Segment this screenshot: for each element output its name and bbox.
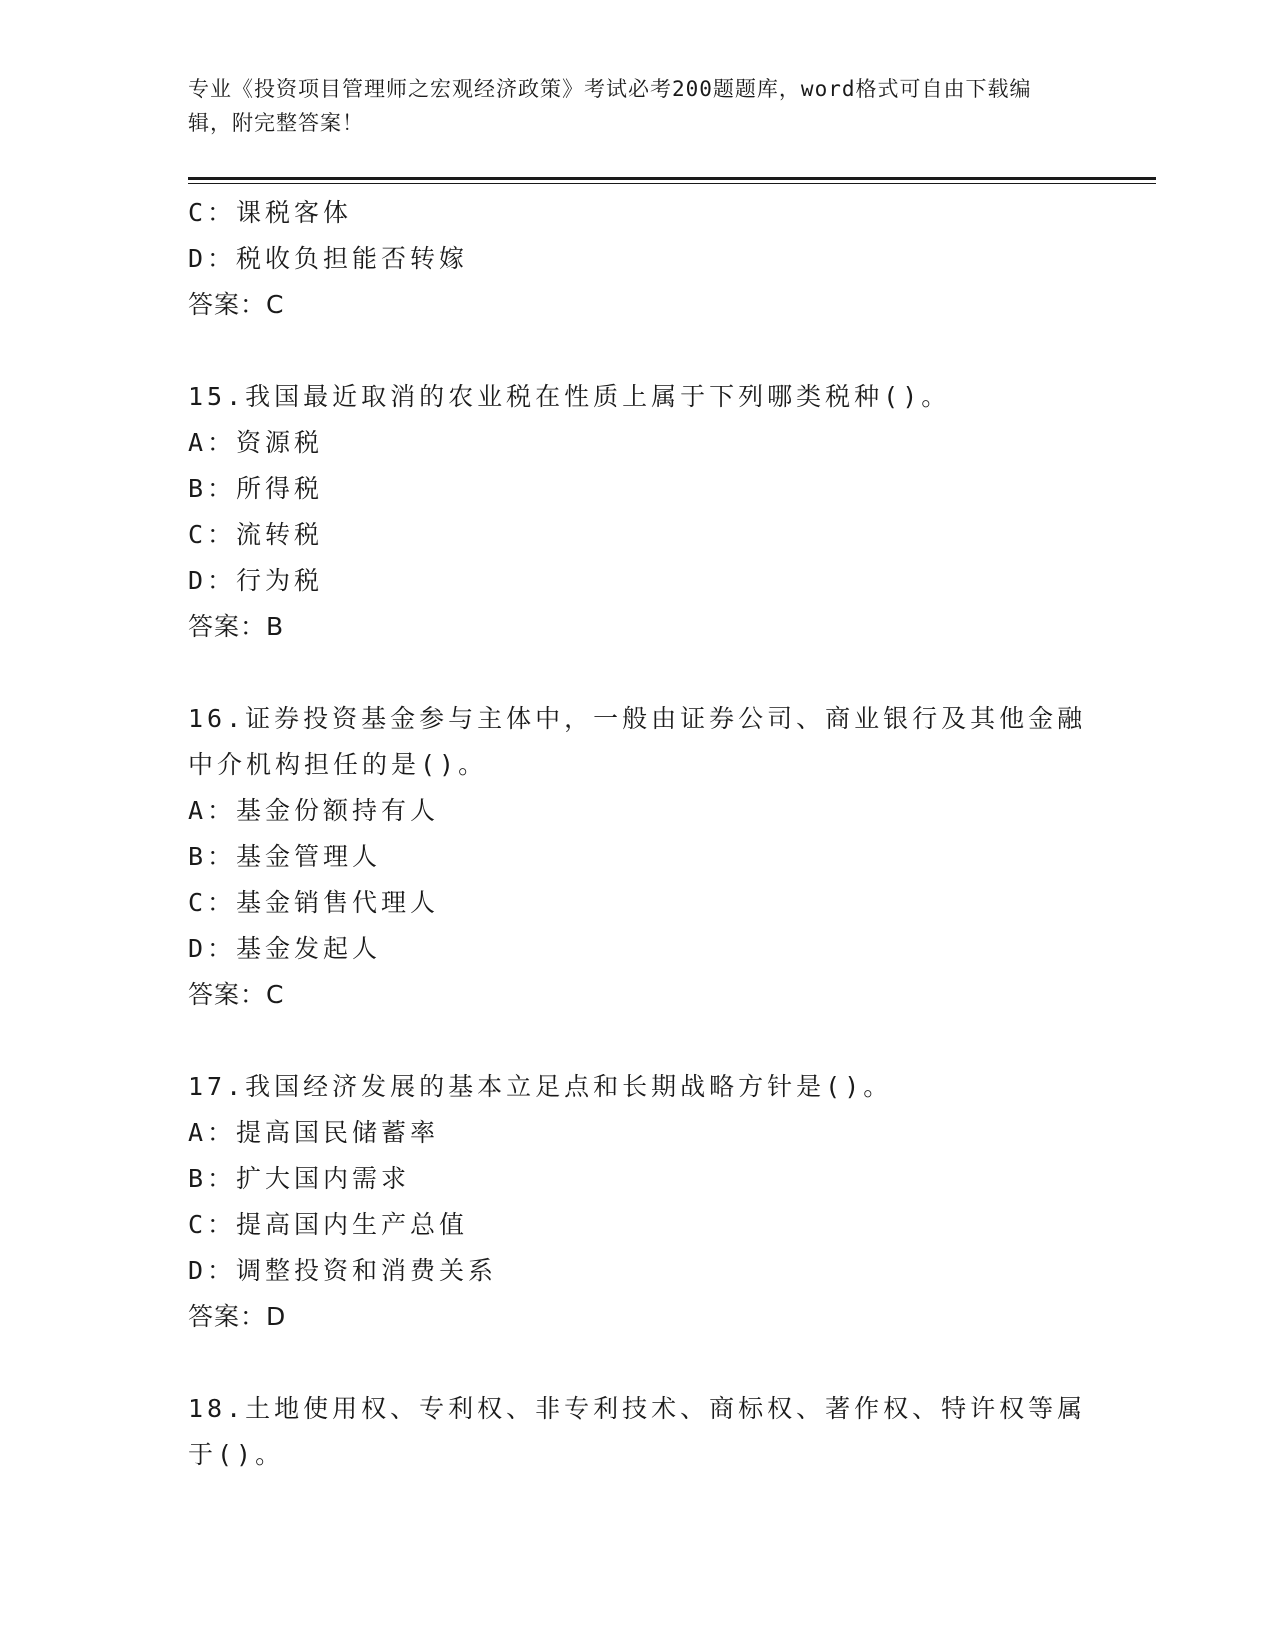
question-text: 18.土地使用权、专利权、非专利技术、商标权、著作权、特许权等属 (188, 1394, 1087, 1423)
question-block-17 (188, 1064, 1088, 1340)
option-a: A：基金份额持有人 (188, 796, 440, 825)
document-header: 专业《投资项目管理师之宏观经济政策》考试必考200题题库，word格式可自由下载编辑，附完整答案！ (188, 77, 1032, 135)
answer-line: 答案：B (188, 612, 285, 641)
option-b: B：基金管理人 (188, 842, 382, 871)
option-d: D：调整投资和消费关系 (188, 1256, 498, 1285)
option-a: A：提高国民储蓄率 (188, 1118, 440, 1147)
carryover-question-block (188, 190, 1088, 328)
option-c: C：提高国内生产总值 (188, 1210, 469, 1239)
question-text-continued: 于()。 (188, 1440, 285, 1469)
option-c: C：课税客体 (188, 198, 353, 227)
question-block-16 (188, 696, 1088, 1018)
option-b: B：扩大国内需求 (188, 1164, 411, 1193)
option-d: D：税收负担能否转嫁 (188, 244, 469, 273)
question-text: 16.证券投资基金参与主体中，一般由证券公司、商业银行及其他金融 (188, 704, 1087, 733)
question-text: 15.我国最近取消的农业税在性质上属于下列哪类税种()。 (188, 382, 951, 411)
header-divider-thick (188, 177, 1156, 180)
option-c: C：流转税 (188, 520, 324, 549)
option-d: D：基金发起人 (188, 934, 382, 963)
question-block-15 (188, 374, 1088, 650)
header-divider-thin (188, 183, 1156, 184)
answer-line: 答案：C (188, 980, 285, 1009)
answer-line: 答案：D (188, 1302, 287, 1331)
question-text: 17.我国经济发展的基本立足点和长期战略方针是()。 (188, 1072, 893, 1101)
answer-line: 答案：C (188, 290, 285, 319)
option-d: D：行为税 (188, 566, 324, 595)
option-b: B：所得税 (188, 474, 324, 503)
option-c: C：基金销售代理人 (188, 888, 440, 917)
option-a: A：资源税 (188, 428, 324, 457)
question-list (188, 190, 1088, 1478)
question-block-18 (188, 1386, 1088, 1478)
question-text-continued: 中介机构担任的是()。 (188, 750, 488, 779)
